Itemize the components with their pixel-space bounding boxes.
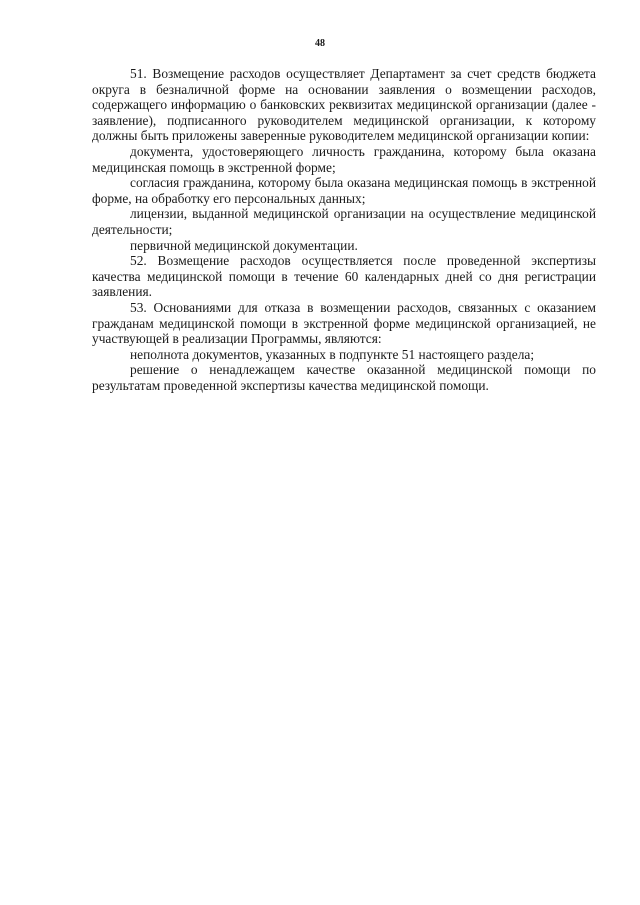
paragraph-53: 53. Основаниями для отказа в возмещении расходов, связанных с оказанием гражданам медицинской помощи в экстренной форме медицинской организацией, не участвующей в реализации Программы, являются: — [92, 299, 596, 347]
page-number: 48 — [315, 38, 325, 49]
list-item-incomplete-documents: неполнота документов, указанных в подпункте 51 настоящего раздела; — [130, 346, 535, 362]
list-item-identity-document: документа, удостоверяющего личность гражданина, которому была оказана медицинская помощь в экстренной форме; — [92, 143, 596, 175]
paragraph-52: 52. Возмещение расходов осуществляется после проведенной экспертизы качества медицинской помощи в течение 60 календарных дней со дня регистрации заявления. — [92, 253, 596, 300]
list-item-improper-quality: решение о ненадлежащем качестве оказанной медицинской помощи по результатам проведенной экспертизы качества медицинской помощи. — [92, 362, 596, 393]
paragraph-51: 51. Возмещение расходов осуществляет Департамент за счет средств бюджета округа в безналичной форме на основании заявления о возмещении расходов, содержащего информацию о банковских реквизитах медицинской организации (далее - заявление), подписанного руководителем медицинской организации, к которому должны быть приложены заверенные руководителем медицинской организации копии: — [92, 66, 596, 144]
document-body — [92, 66, 596, 393]
list-item-primary-documentation: первичной медицинской документации. — [130, 237, 358, 253]
list-item-license: лицензии, выданной медицинской организации на осуществление медицинской деятельности; — [92, 206, 596, 237]
list-item-consent: согласия гражданина, которому была оказана медицинская помощь в экстренной форме, на обработку его персональных данных; — [92, 175, 596, 206]
